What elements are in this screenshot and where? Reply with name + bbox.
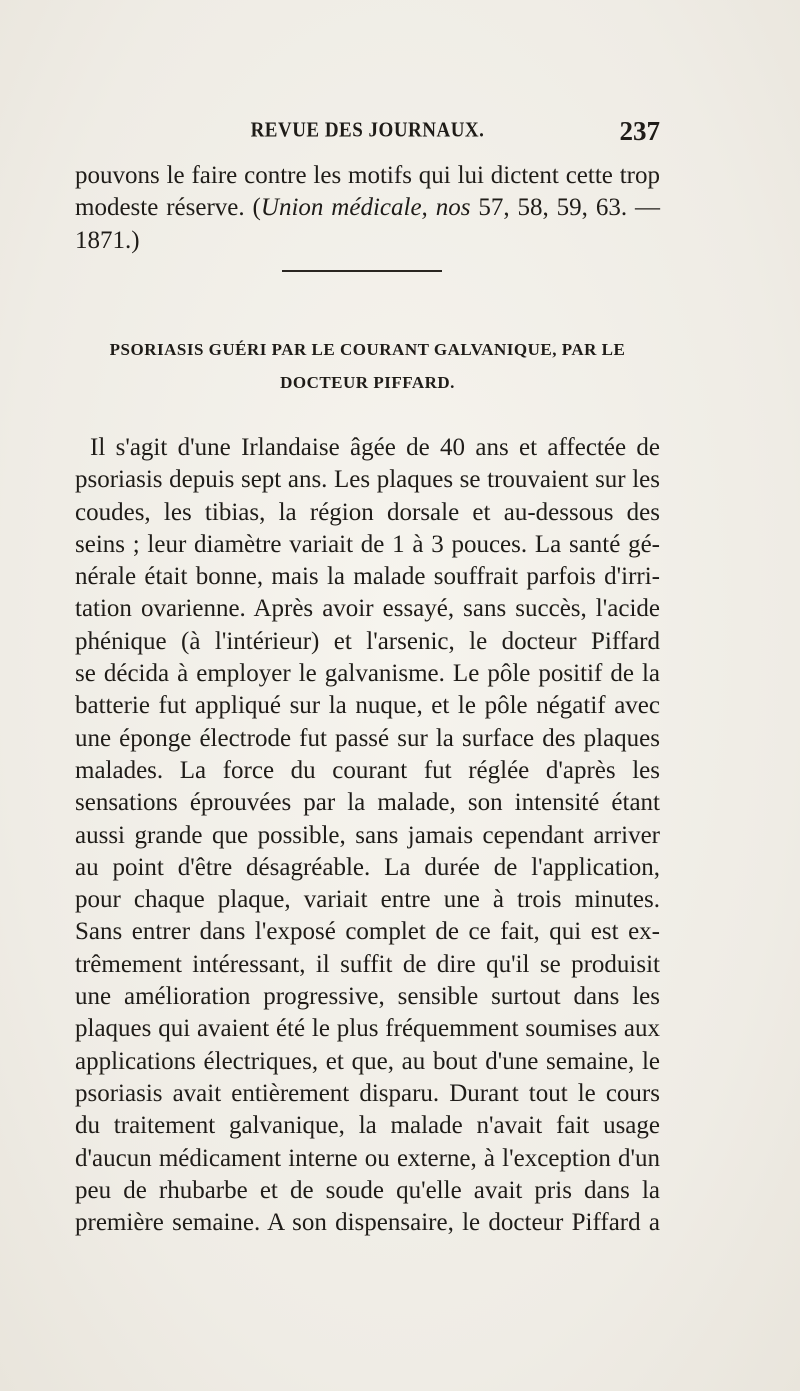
body-line: tation ovarienne. Après avoir essayé, sans succès, l'acide: [75, 595, 660, 623]
body-line: d'aucun médicament interne ou externe, à l'exception d'un: [75, 1144, 660, 1172]
body-line: Il s'agit d'une Irlandaise âgée de 40 ans et affectée de: [90, 434, 660, 461]
body-line: une éponge électrode fut passé sur la surface des plaques: [75, 724, 660, 752]
body-line: psoriasis depuis sept ans. Les plaques se trouvaient sur les: [75, 466, 660, 494]
article-body: [75, 432, 660, 1239]
intro-line-2-a: modeste réserve. (: [75, 194, 261, 222]
body-line: batterie fut appliqué sur la nuque, et le pôle négatif avec: [75, 692, 660, 720]
intro-line-2-c: 57, 58, 59, 63. —: [470, 194, 661, 222]
body-line: nérale était bonne, mais la malade souffrait parfois d'irri-: [75, 563, 660, 591]
body-line: psoriasis avait entièrement disparu. Durant tout le cours: [75, 1079, 660, 1107]
body-line: seins ; leur diamètre variait de 1 à 3 pouces. La santé gé-: [75, 530, 660, 558]
intro-paragraph: [75, 160, 660, 257]
intro-line-1: pouvons le faire contre les motifs qui lui dictent cette trop: [75, 162, 660, 189]
body-line: au point d'être désagréable. La durée de l'application,: [75, 853, 660, 881]
body-line: phénique (à l'intérieur) et l'arsenic, le docteur Piffard: [75, 627, 660, 655]
section-separator: [282, 270, 442, 272]
body-line: trêmement intéressant, il suffit de dire qu'il se produisit: [75, 950, 660, 978]
body-line: du traitement galvanique, la malade n'avait fait usage: [75, 1112, 660, 1140]
section-title: [75, 333, 660, 399]
running-head: REVUE DES JOURNAUX.: [250, 118, 485, 143]
body-line: se décida à employer le galvanisme. Le pôle positif de la: [75, 660, 660, 688]
body-line: applications électriques, et que, au bout d'une semaine, le: [75, 1047, 660, 1075]
section-title-line-2: DOCTEUR PIFFARD.: [280, 373, 455, 392]
body-line: Sans entrer dans l'exposé complet de ce fait, qui est ex-: [75, 918, 660, 946]
body-line: plaques qui avaient été le plus fréquemment soumises aux: [75, 1015, 660, 1043]
page-number: 237: [619, 116, 660, 146]
section-title-line-1: PSORIASIS GUÉRI PAR LE COURANT GALVANIQUE, PAR LE: [109, 340, 626, 359]
body-line: malades. La force du courant fut réglée d'après les: [75, 756, 660, 784]
body-line: aussi grande que possible, sans jamais cependant arriver: [75, 821, 660, 849]
body-line: coudes, les tibias, la région dorsale et au-dessous des: [75, 498, 660, 526]
body-line: peu de rhubarbe et de soude qu'elle avait pris dans la: [75, 1176, 660, 1204]
journal-citation: Union médicale, nos: [260, 194, 471, 222]
body-line: première semaine. A son dispensaire, le docteur Piffard a: [75, 1209, 660, 1237]
intro-line-2: [75, 192, 660, 224]
body-line: une amélioration progressive, sensible surtout dans les: [75, 983, 660, 1011]
page-header: [75, 118, 660, 152]
body-line: sensations éprouvées par la malade, son intensité étant: [75, 789, 660, 817]
body-line: pour chaque plaque, variait entre une à trois minutes.: [75, 886, 660, 914]
intro-line-3: 1871.): [75, 226, 140, 254]
